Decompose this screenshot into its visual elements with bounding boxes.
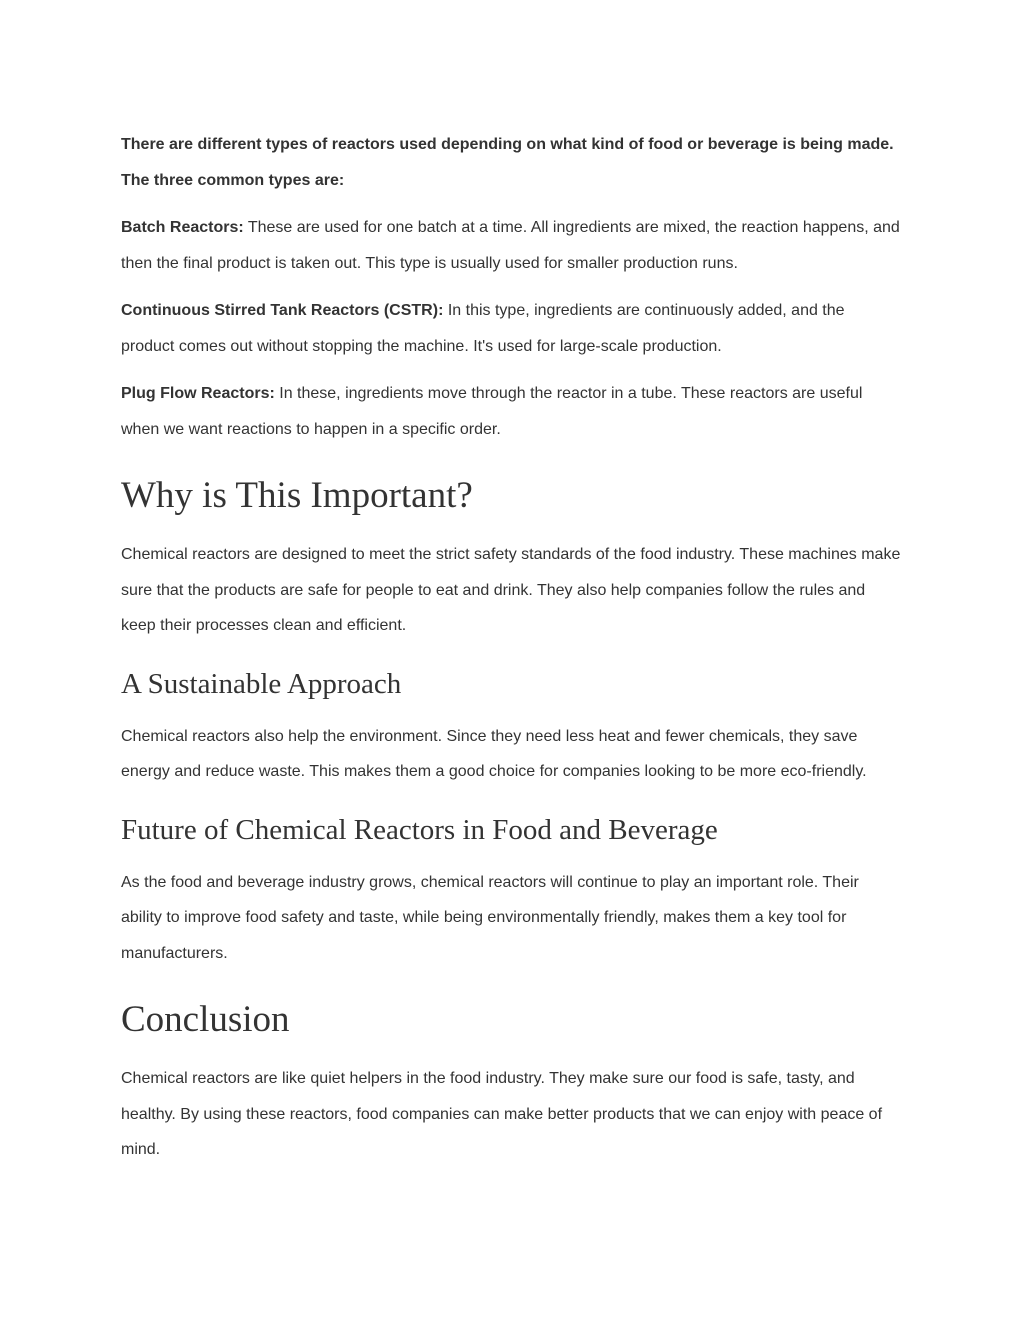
reactor-cstr-term: Continuous Stirred Tank Reactors (CSTR): xyxy=(121,302,444,319)
reactor-batch-description: These are used for one batch at a time. All ingredients are mixed, the reaction happens, and then the final product is taken out. This type is usually used for smaller production runs. xyxy=(121,219,900,272)
heading-conclusion: Conclusion xyxy=(121,999,290,1040)
reactor-cstr-paragraph xyxy=(121,293,901,364)
intro-paragraph: There are different types of reactors used depending on what kind of food or beverage is being made. The three common types are: xyxy=(121,136,894,189)
reactor-cstr-description: In this type, ingredients are continuously added, and the product comes out without stopping the machine. It's used for large-scale production. xyxy=(121,302,845,355)
heading-future: Future of Chemical Reactors in Food and Beverage xyxy=(121,813,718,846)
reactor-plug-flow-paragraph xyxy=(121,376,901,447)
why-important-paragraph: Chemical reactors are designed to meet the strict safety standards of the food industry. These machines make sure that the products are safe for people to eat and drink. They also help companies follow the rules and keep their processes clean and efficient. xyxy=(121,546,901,634)
reactor-plug-flow-term: Plug Flow Reactors: xyxy=(121,385,275,402)
future-paragraph: As the food and beverage industry grows, chemical reactors will continue to play an important role. Their ability to improve food safety and taste, while being environmentally friendly, makes them a key tool for manufacturers. xyxy=(121,873,859,962)
document-page xyxy=(121,127,901,1180)
reactor-batch-term: Batch Reactors: xyxy=(121,219,244,236)
heading-sustainable-approach: A Sustainable Approach xyxy=(121,667,402,700)
reactor-batch-paragraph xyxy=(121,210,901,281)
conclusion-paragraph: Chemical reactors are like quiet helpers in the food industry. They make sure our food is safe, tasty, and healthy. By using these reactors, food companies can make better products that we can enjoy with peace of mind. xyxy=(121,1070,883,1158)
reactor-plug-flow-description: In these, ingredients move through the reactor in a tube. These reactors are useful when we want reactions to happen in a specific order. xyxy=(121,385,863,438)
heading-why-important: Why is This Important? xyxy=(121,475,473,516)
sustainable-approach-paragraph: Chemical reactors also help the environment. Since they need less heat and fewer chemicals, they save energy and reduce waste. This makes them a good choice for companies looking to be more eco-friendly. xyxy=(121,727,867,780)
